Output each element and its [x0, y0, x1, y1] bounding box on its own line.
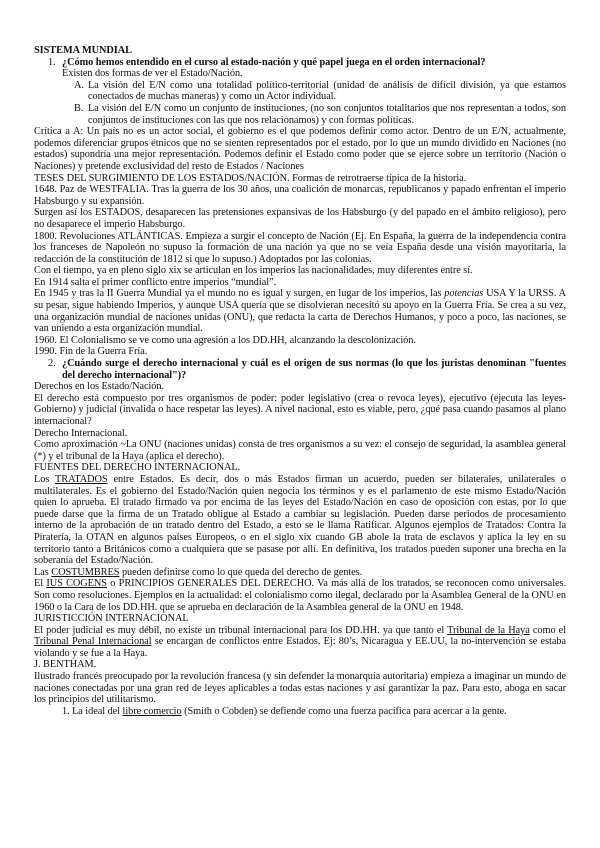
question-2-text: ¿Cuándo surge el derecho internacional y cuál es el origen de sus normas (lo que los juristas denominan "fuentes del derecho internacional")?: [62, 358, 566, 381]
form-b-text: La visión del E/N como un conjunto de instituciones, (no son conjuntos totalitarios que nos representan a todos, son conjuntos de instituciones con las que nos relacionamos) y con formas políticas.: [88, 102, 566, 126]
bentham-heading: J. BENTHAM.: [34, 659, 97, 671]
question-1: [48, 57, 566, 69]
tratados-text-b: entre Estados. Es decir, dos o más Estados firman un acuerdo, pueden ser bilaterales, unilaterales o multilaterales. Es el gobierno del Estado/Nación quien negocia los términos y es el parlamento de este mismo Estado/Nación quien lo aprueba. El tratado firmado va por encima de las leyes del Estado/Nación en caso de oposición con estas, por lo que puede darse que la firma de un Tratado obligue al Estado a cambiar su legislación. Pueden darse periodos de procesamiento interno de la aprobación de un tratado dentro del Estado, a esto se le llama Ratificar. Algunos ejemplos de Tratados: Contra la Piratería, la OTAN en algunos países Europeos, o en el siglo xix cuando GB abole la trata de esclavos y aplica la ley en su territorio tanto a Británicos como a cualquiera que se pasase por allí. En definitiva, los tratados pueden suponer una brecha en la soberanía del Estado/Nación.: [34, 473, 566, 567]
tratados-term: TRATADOS: [55, 473, 108, 485]
form-a-text: La visión del E/N como una totalidad político-territorial (unidad de análisis de difícil división, ya que estamos conectados de muchas maneras) y como un Actor individual.: [88, 79, 566, 103]
ilustrado-paragraph: Ilustrado francés preocupado por la revolución francesa (y sin defender la monarquía autoritaria) empieza a imaginar un mundo de naciones conectadas por una gran red de leyes aplicables a todas estas naciones y así garantizar la paz. Para esto, aboga en sacar los principios del utilitarismo.: [34, 671, 566, 706]
form-a-item: [74, 80, 566, 103]
document-title: SISTEMA MUNDIAL: [34, 45, 132, 56]
list-item-1: [62, 706, 566, 718]
list-item-1-text-b: (Smith o Cobden) se defiende como una fuerza pacífica para acercar a la gente.: [184, 705, 507, 717]
potencias-term: potencias: [444, 288, 484, 300]
tribunal-penal-term: Tribunal Penal Internacional: [34, 636, 152, 648]
derecho-internacional-heading: Derecho Internacional.: [34, 427, 128, 439]
judicial-text-b: como el: [532, 624, 567, 636]
tribunal-haya-term: Tribunal de la Haya: [447, 624, 530, 636]
form-b-item: [74, 103, 566, 126]
form-b-label: B.: [74, 102, 84, 114]
critica-paragraph: Crítica a A: Un país no es un actor social, el gobierno es el que podemos definir como actor. Dentro de un E/N, actualmente, podemos diferenciar grupos étnicos que no se sienten representados por el estado, por lo que un mundo dividido en Naciones (no estados) supondría una mejor representación. Podemos definir el Estado como poder que se ejerce sobre un territorio (Nación o Naciones) y pretende exclusividad del resto de Estados / Naciones: [34, 126, 566, 172]
question-1-text: ¿Cómo hemos entendido en el curso al estado-nación y qué papel juega en el orden internacional?: [62, 56, 486, 68]
surgen-paragraph: Surgen así los ESTADOS, desaparecen las pretensiones expansivas de los Habsburgo (y del papado en el ámbito religioso), pero no desaparece el imperio Habsburgo.: [34, 207, 566, 230]
westfalia-paragraph: 1648. Paz de WESTFALIA. Tras la guerra de los 30 años, una coalición de monarcas, republicanos y papado enfrentan el imperio Habsburgo y su expansión.: [34, 184, 566, 207]
document-page: [34, 45, 566, 717]
1960-paragraph: 1960. El Colonialismo se ve como una agresión a los DD.HH, alcanzando la descolonización.: [34, 334, 416, 346]
costumbres-term: COSTUMBRES: [51, 566, 120, 578]
jurisdiccion-heading: JURISTICCIÓN INTERNACIONAL: [34, 613, 189, 625]
tratados-paragraph: [34, 474, 566, 567]
question-1-number: 1.: [48, 56, 56, 68]
question-2-number: 2.: [48, 358, 56, 370]
onu-paragraph: Como aproximación ~La ONU (naciones unidas) consta de tres organismos a su vez: el consejo de seguridad, la asamblea general (*) y el tribunal de la Haya (aplica el derecho).: [34, 439, 566, 462]
list-item-1-number: 1.: [62, 705, 70, 717]
tratados-text-a: Los: [34, 473, 50, 485]
costumbres-paragraph: [34, 567, 566, 579]
costumbres-text-b: pueden definirse como lo que queda del derecho de gentes.: [121, 566, 363, 578]
costumbres-text-a: Las: [34, 566, 49, 578]
ius-cogens-text-a: El: [34, 578, 44, 590]
intro-paragraph: Existen dos formas de ver el Estado/Nación.: [62, 68, 243, 80]
question-2: [48, 358, 566, 381]
list-item-1-text: [72, 706, 566, 718]
1990-paragraph: 1990. Fin de la Guerra Fría.: [34, 346, 148, 358]
1914-paragraph: En 1914 salta el primer conflicto entre imperios “mundial”.: [34, 276, 277, 288]
ius-cogens-text-b: o PRINCIPIOS GENERALES DEL DERECHO. Va más allá de los tratados, se reconocen como universales. Son como resoluciones. Ejemplos en la actualidad: el colonialismo como ilegal, declarado por la Asamblea General de la ONU en 1960 o la Cara de los DD.HH. que se aprueba en declaración de la Asamblea general de la ONU en 1948.: [34, 578, 567, 613]
form-a-label: A.: [74, 79, 84, 91]
judicial-paragraph: [34, 625, 566, 660]
tiempo-paragraph: Con el tiempo, ya en pleno siglo xix se articulan en los imperios las nacionalidades, muy diferentes entre sí.: [34, 265, 473, 277]
ius-cogens-paragraph: [34, 578, 566, 613]
fuentes-heading: FUENTES DEL DERECHO INTERNACIONAL.: [34, 462, 241, 474]
teses-heading: TESES DEL SURGIMIENTO DE LOS ESTADOS/NACIÓN. Formas de retrotraerse típica de la historia.: [34, 172, 467, 184]
ius-cogens-term: IUS COGENS: [46, 578, 107, 590]
list-item-1-text-a: La ideal del: [72, 705, 120, 717]
1945-text-b: USA Y la URSS. A su pesar, sigue habiendo Imperios, y aunque USA quería que se disolvieran necesitó su apoyo en la Guerra Fría. Se crea a su vez, una organización mundial de naciones unidas (ONU), que redacta la carta de Derechos Humanos, y poco a poco, las naciones, se van uniendo a esta organización mundial.: [34, 288, 566, 335]
judicial-text-a: El poder judicial es muy débil, no existe un tribunal internacional para los DD.HH. ya que tanto el: [34, 624, 445, 636]
libre-comercio-term: libre comercio: [122, 705, 182, 717]
revoluciones-paragraph: 1800. Revoluciones ATLÁNTICAS. Empieza a surgir el concepto de Nación (Ej. En España, la guerra de la independencia contra los franceses de Napoleón no supuso la formación de una nación ya que no se veía España desde una visión mayoritaria, la redacción de la constitución de 1812 sí que lo supuso.) Adoptados por las colonias.: [34, 230, 566, 265]
judicial-text-c: se encargan de conflictos entre Estados. Ej: 80’s, Nicaragua y EE.UU, la no-intervención se estaba violando y se fue a la Haya.: [34, 636, 566, 659]
compuesto-paragraph: El derecho está compuesto por tres organismos de poder: poder legislativo (crea o revoca leyes), ejecutivo (ejecuta las leyes-Gobierno) y judicial (invalida o hace respetar las leyes). A nivel nacional, esto es viable, pero, ¿qué pasa cuando pasamos al plano internacional?: [34, 392, 566, 427]
derechos-paragraph: Derechos en los Estado/Nación.: [34, 381, 165, 393]
1945-paragraph: [34, 288, 566, 334]
1945-text-a: En 1945 y tras la II Guerra Mundial ya el mundo no es igual y surgen, en lugar de los imperios, las: [34, 288, 442, 300]
